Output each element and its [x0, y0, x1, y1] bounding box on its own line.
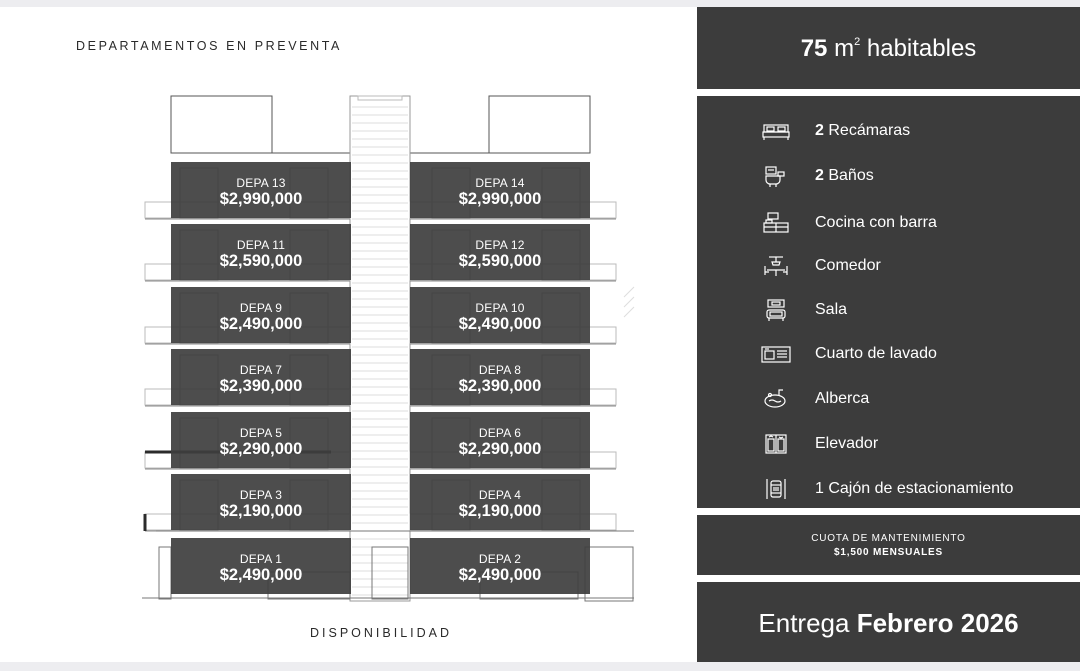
unit-name: DEPA 10 [475, 301, 525, 315]
unit-name: DEPA 9 [239, 301, 283, 315]
maintenance-fee-box [697, 515, 1080, 575]
unit-card[interactable] [410, 349, 590, 405]
car-icon [759, 477, 793, 501]
unit-price: $2,490,000 [458, 315, 542, 333]
unit-name: DEPA 1 [239, 552, 283, 566]
unit-name: DEPA 8 [478, 363, 522, 377]
feature-label: Alberca [815, 390, 870, 407]
unit-name: DEPA 2 [478, 552, 522, 566]
bottom-strip [0, 662, 1080, 671]
unit-card[interactable] [171, 224, 351, 280]
feature-label: Cocina con barra [815, 214, 937, 231]
sofa-icon [759, 298, 793, 322]
unit-price: $2,190,000 [219, 502, 303, 520]
feature-label: Comedor [815, 257, 881, 274]
unit-name: DEPA 4 [478, 488, 522, 502]
building-panel [0, 7, 696, 662]
feature-label: Cuarto de lavado [815, 345, 937, 362]
unit-card[interactable] [171, 412, 351, 468]
kitchen-icon [759, 211, 793, 235]
unit-price: $2,590,000 [219, 252, 303, 270]
maintenance-fee-amount: $1,500 MENSUALES [834, 547, 943, 558]
unit-price: $2,390,000 [219, 377, 303, 395]
unit-price: $2,190,000 [458, 502, 542, 520]
area-exponent: 2 [854, 36, 861, 48]
unit-card[interactable] [410, 287, 590, 343]
unit-price: $2,590,000 [458, 252, 542, 270]
feature-item [697, 339, 1080, 369]
feature-item [697, 251, 1080, 281]
unit-name: DEPA 5 [239, 426, 283, 440]
area-unit: m [834, 35, 855, 62]
pool-icon [759, 387, 793, 411]
panel-heading: DEPARTAMENTOS EN PREVENTA [76, 39, 342, 53]
unit-price: $2,490,000 [219, 566, 303, 584]
unit-name: DEPA 11 [236, 238, 286, 252]
unit-card[interactable] [410, 224, 590, 280]
area-text: habitables [866, 35, 977, 62]
elevator-icon [759, 432, 793, 456]
bed-icon [759, 119, 793, 143]
feature-item [697, 161, 1080, 191]
unit-card[interactable] [171, 287, 351, 343]
laundry-icon [759, 342, 793, 366]
unit-price: $2,490,000 [458, 566, 542, 584]
feature-item [697, 208, 1080, 238]
unit-card[interactable] [410, 538, 590, 594]
feature-count: 2 [815, 122, 824, 139]
availability-label: DISPONIBILIDAD [310, 626, 453, 640]
feature-item [697, 474, 1080, 504]
unit-card[interactable] [171, 538, 351, 594]
unit-name: DEPA 14 [475, 176, 525, 190]
feature-label: Recámaras [828, 122, 911, 139]
feature-item [697, 295, 1080, 325]
feature-label: 1 Cajón de estacionamiento [815, 480, 1014, 497]
unit-price: $2,290,000 [219, 440, 303, 458]
bathroom-icon [759, 164, 793, 188]
delivery-date: Febrero 2026 [856, 608, 1019, 638]
unit-price: $2,990,000 [458, 190, 542, 208]
unit-name: DEPA 6 [478, 426, 522, 440]
unit-card[interactable] [171, 349, 351, 405]
feature-label: Baños [828, 167, 874, 184]
unit-price: $2,990,000 [219, 190, 303, 208]
feature-item [697, 116, 1080, 146]
unit-name: DEPA 3 [239, 488, 283, 502]
maintenance-fee-title: CUOTA DE MANTENIMIENTO [811, 533, 966, 544]
area-label [697, 35, 1080, 63]
delivery-label [697, 608, 1080, 639]
unit-price: $2,390,000 [458, 377, 542, 395]
delivery-box [697, 582, 1080, 662]
unit-name: DEPA 12 [475, 238, 525, 252]
feature-item [697, 429, 1080, 459]
unit-name: DEPA 7 [239, 363, 283, 377]
feature-item [697, 384, 1080, 414]
area-value: 75 [800, 35, 828, 62]
top-strip [0, 0, 1080, 7]
unit-card[interactable] [171, 474, 351, 530]
unit-card[interactable] [410, 162, 590, 218]
unit-price: $2,490,000 [219, 315, 303, 333]
features-list [697, 96, 1080, 508]
unit-card[interactable] [171, 162, 351, 218]
delivery-prefix: Entrega [758, 608, 850, 638]
area-box [697, 7, 1080, 89]
unit-name: DEPA 13 [236, 176, 286, 190]
unit-card[interactable] [410, 474, 590, 530]
dining-icon [759, 254, 793, 278]
features-panel [696, 7, 1080, 662]
feature-count: 2 [815, 167, 824, 184]
feature-label: Elevador [815, 435, 879, 452]
unit-card[interactable] [410, 412, 590, 468]
unit-price: $2,290,000 [458, 440, 542, 458]
feature-label: Sala [815, 301, 848, 318]
